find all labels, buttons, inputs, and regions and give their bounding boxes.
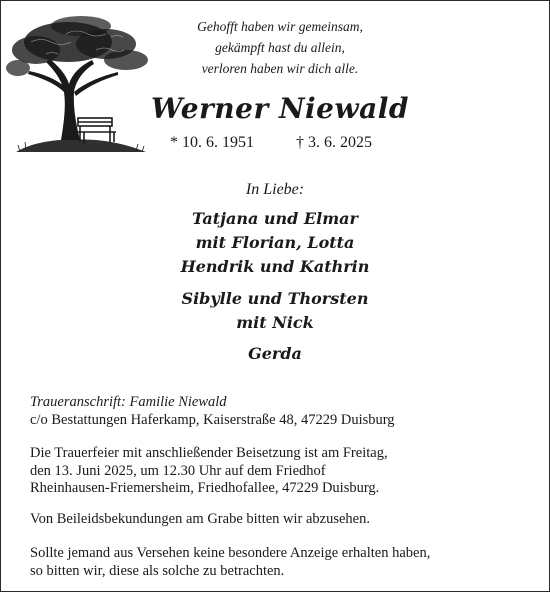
- mourner-line: Sibylle und Thorsten: [181, 289, 369, 308]
- ceremony-line-1: Die Trauerfeier mit anschließender Beisetzung ist am Freitag,: [30, 445, 388, 461]
- mourner-group-1: [130, 207, 420, 279]
- mourner-group-2: [130, 287, 420, 335]
- poem-line-3: verloren haben wir dich alle.: [201, 61, 359, 76]
- condolence-note: Von Beileidsbekundungen am Grabe bitten wir abzusehen.: [30, 511, 370, 527]
- ceremony-info: [30, 445, 530, 498]
- notice-line-2: so bitten wir, diese als solche zu betrachten.: [30, 562, 285, 579]
- notice-line-1: Sollte jemand aus Versehen keine besondere Anzeige erhalten haben,: [30, 545, 431, 561]
- poem: [160, 16, 400, 79]
- mourner-line: mit Florian, Lotta: [195, 233, 355, 252]
- notice-note: [30, 545, 530, 580]
- birth-date: * 10. 6. 1951: [170, 134, 254, 151]
- ceremony-line-2: den 13. Juni 2025, um 12.30 Uhr auf dem Friedhof: [30, 462, 326, 479]
- poem-line-2: gekämpft hast du allein,: [215, 40, 345, 55]
- tree-with-bench-icon: [6, 12, 156, 162]
- mourner-line: Gerda: [248, 344, 302, 363]
- deceased-name: Werner Niewald: [151, 92, 409, 125]
- address-line: c/o Bestattungen Haferkamp, Kaiserstraße 48, 47229 Duisburg: [30, 411, 395, 428]
- ceremony-line-3: Rheinhausen-Friemersheim, Friedhofallee, 47229 Duisburg.: [30, 480, 380, 496]
- mourner-line: Hendrik und Kathrin: [180, 257, 370, 276]
- mourning-address: [30, 394, 530, 429]
- mourner-line: mit Nick: [236, 313, 314, 332]
- mourner-group-3: [130, 342, 420, 366]
- death-date: † 3. 6. 2025: [296, 134, 372, 151]
- mourner-line: Tatjana und Elmar: [192, 209, 358, 228]
- mourners-intro: In Liebe:: [245, 181, 305, 198]
- address-label: Traueranschrift: Familie Niewald: [30, 394, 227, 410]
- poem-line-1: Gehofft haben wir gemeinsam,: [197, 19, 363, 34]
